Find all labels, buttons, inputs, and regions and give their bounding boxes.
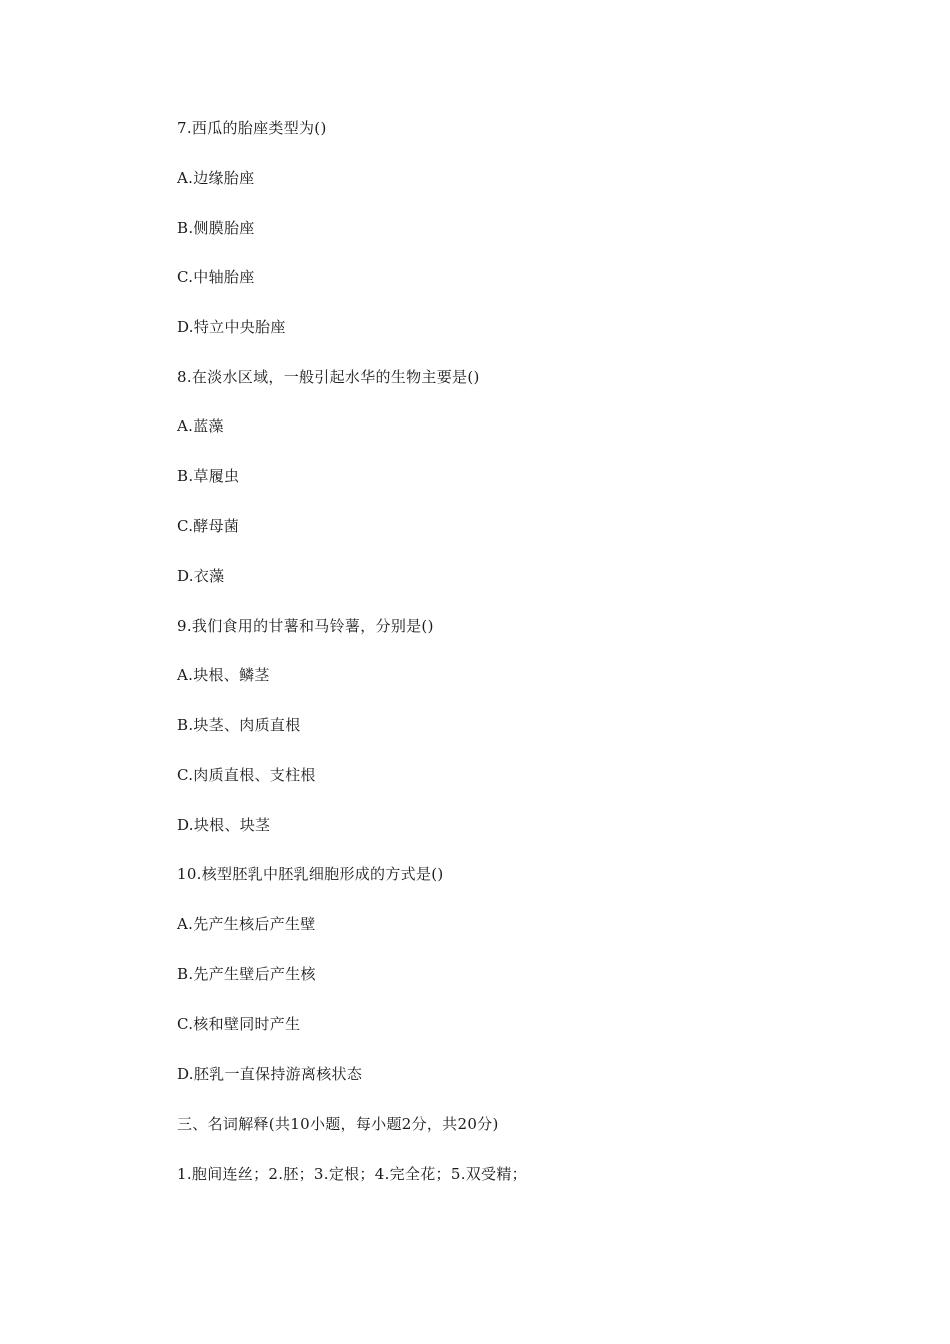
question-10-stem: 10.核型胚乳中胚乳细胞形成的方式是() — [177, 865, 444, 883]
question-9-option-d: D.块根、块茎 — [177, 816, 271, 834]
question-7-option-c: C.中轴胎座 — [177, 268, 255, 286]
question-8-option-b: B.草履虫 — [177, 467, 240, 485]
question-10-option-a: A.先产生核后产生壁 — [177, 915, 316, 933]
question-7-option-b: B.侧膜胎座 — [177, 219, 255, 237]
question-10-option-d: D.胚乳一直保持游离核状态 — [177, 1065, 363, 1083]
question-9-option-c: C.肉质直根、支柱根 — [177, 766, 316, 784]
question-8-option-c: C.酵母菌 — [177, 517, 240, 535]
question-10-option-b: B.先产生壁后产生核 — [177, 965, 316, 983]
question-8-option-d: D.衣藻 — [177, 567, 225, 585]
question-8-stem: 8.在淡水区域，一般引起水华的生物主要是() — [177, 368, 480, 386]
question-10-option-c: C.核和壁同时产生 — [177, 1015, 301, 1033]
question-9-option-a: A.块根、鳞茎 — [177, 666, 270, 684]
question-8-option-a: A.蓝藻 — [177, 417, 224, 435]
question-7-option-a: A.边缘胎座 — [177, 169, 255, 187]
question-9-stem: 9.我们食用的甘薯和马铃薯，分别是() — [177, 617, 434, 635]
question-9-option-b: B.块茎、肉质直根 — [177, 716, 301, 734]
section-3-terms: 1.胞间连丝；2.胚；3.定根；4.完全花；5.双受精； — [177, 1165, 527, 1183]
section-3-heading: 三、名词解释(共10小题，每小题2分，共20分) — [177, 1115, 499, 1133]
question-7-option-d: D.特立中央胎座 — [177, 318, 286, 336]
question-7-stem: 7.西瓜的胎座类型为() — [177, 119, 327, 137]
